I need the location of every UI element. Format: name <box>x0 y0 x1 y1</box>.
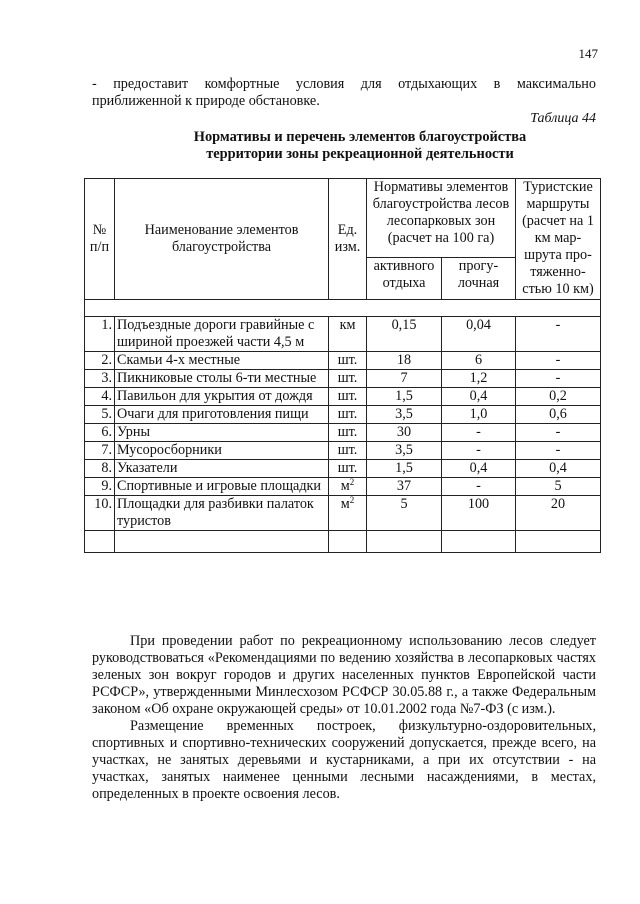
header-norms-group: Нормативы элементов благоустройства лесов лесопарковых зон (расчет на 100 га) <box>367 179 516 258</box>
row-number: 8. <box>85 460 115 478</box>
row-number: 10. <box>85 496 115 531</box>
row-walking: - <box>442 478 516 496</box>
row-number: 1. <box>85 317 115 352</box>
intro-text: - предоставит комфортные условия для отдыхающих в максимально приближенной к природе обстановке. <box>92 76 596 109</box>
row-unit: шт. <box>329 460 367 478</box>
empty-cell <box>115 531 329 553</box>
row-number: 6. <box>85 424 115 442</box>
row-tourist: - <box>516 352 601 370</box>
table-row <box>85 317 601 352</box>
header-unit: Ед. изм. <box>329 179 367 300</box>
spacer-cell <box>85 300 601 317</box>
empty-cell <box>367 531 442 553</box>
table-row <box>85 406 601 424</box>
row-name: Урны <box>115 424 329 442</box>
table-title-line-1: Нормативы и перечень элементов благоустройства <box>193 129 527 145</box>
row-tourist: 5 <box>516 478 601 496</box>
row-name: Скамьи 4-х местные <box>115 352 329 370</box>
page-number: 147 <box>578 46 598 61</box>
empty-cell <box>442 531 516 553</box>
row-unit: км <box>329 317 367 352</box>
norms-table <box>84 178 601 553</box>
spacer-row <box>85 300 601 317</box>
table-row <box>85 388 601 406</box>
row-active: 0,15 <box>367 317 442 352</box>
table-row <box>85 442 601 460</box>
row-name: Мусоросборники <box>115 442 329 460</box>
row-active: 3,5 <box>367 442 442 460</box>
row-tourist: 20 <box>516 496 601 531</box>
table-body <box>85 317 601 531</box>
row-active: 1,5 <box>367 388 442 406</box>
empty-cell <box>516 531 601 553</box>
row-active: 5 <box>367 496 442 531</box>
row-unit: шт. <box>329 406 367 424</box>
row-name: Указатели <box>115 460 329 478</box>
row-walking: 0,04 <box>442 317 516 352</box>
row-unit: шт. <box>329 370 367 388</box>
row-walking: 100 <box>442 496 516 531</box>
row-tourist: - <box>516 424 601 442</box>
unit-base: м <box>340 478 350 494</box>
row-number: 7. <box>85 442 115 460</box>
row-active: 7 <box>367 370 442 388</box>
row-walking: 1,2 <box>442 370 516 388</box>
table-title <box>100 129 620 163</box>
row-name: Пикниковые столы 6-ти местные <box>115 370 329 388</box>
header-tourist: Туристские маршруты (расчет на 1 км мар-шрута про-тяженно-стью 10 км) <box>516 179 601 300</box>
row-active: 37 <box>367 478 442 496</box>
header-walking: прогу-лочная <box>442 258 516 300</box>
table-row <box>85 496 601 531</box>
header-name: Наименование элементов благоустройства <box>115 179 329 300</box>
table-row <box>85 370 601 388</box>
header-num: № п/п <box>85 179 115 300</box>
row-number: 4. <box>85 388 115 406</box>
row-active: 30 <box>367 424 442 442</box>
row-tourist: - <box>516 442 601 460</box>
row-walking: 0,4 <box>442 388 516 406</box>
row-tourist: - <box>516 370 601 388</box>
row-number: 9. <box>85 478 115 496</box>
row-unit <box>329 478 367 496</box>
row-number: 5. <box>85 406 115 424</box>
unit-superscript: 2 <box>349 477 355 487</box>
row-tourist: 0,2 <box>516 388 601 406</box>
unit-superscript: 2 <box>349 495 355 505</box>
row-walking: 0,4 <box>442 460 516 478</box>
row-name: Спортивные и игровые площадки <box>115 478 329 496</box>
header-active: активного отдыха <box>367 258 442 300</box>
empty-cell <box>85 531 115 553</box>
row-name: Павильон для укрытия от дождя <box>115 388 329 406</box>
empty-cell <box>329 531 367 553</box>
row-unit: шт. <box>329 388 367 406</box>
row-tourist: 0,4 <box>516 460 601 478</box>
paragraph-2: Размещение временных построек, физкультурно-оздоровительных, спортивных и спортивно-технических сооружений допускается, прежде всего, на участках, не занятых деревьями и кустарниками, а при их отсутствии - на участках, занятых наименее ценными лесными насаждениями, в местах, определенных в проекте освоения лесов. <box>92 718 596 802</box>
row-name: Площадки для разбивки палаток туристов <box>115 496 329 531</box>
row-active: 1,5 <box>367 460 442 478</box>
intro-paragraph <box>92 76 596 110</box>
paragraph-1: При проведении работ по рекреационному использованию лесов следует руководствоваться «Рекомендациями по ведению хозяйства в лесопарковых частях зеленых зон вокруг городов и других населенных пунктов Европейской части РСФСР», утвержденными Минлесхозом РСФСР 30.05.88 г., а также Федеральным законом «Об охране окружающей среды» от 10.01.2002 года №7-ФЗ (с изм.). <box>92 633 596 717</box>
row-name: Подъездные дороги гравийные с шириной проезжей части 4,5 м <box>115 317 329 352</box>
row-walking: - <box>442 424 516 442</box>
row-active: 18 <box>367 352 442 370</box>
row-name: Очаги для приготовления пищи <box>115 406 329 424</box>
table-number: Таблица 44 <box>530 111 596 126</box>
row-walking: 6 <box>442 352 516 370</box>
body-text <box>92 633 596 803</box>
table-bottom-row <box>85 531 601 553</box>
table-title-line-2: территории зоны рекреационной деятельности <box>206 146 514 162</box>
unit-base: м <box>340 496 350 512</box>
row-unit: шт. <box>329 352 367 370</box>
row-tourist: - <box>516 317 601 352</box>
row-number: 3. <box>85 370 115 388</box>
row-unit: шт. <box>329 442 367 460</box>
row-unit: шт. <box>329 424 367 442</box>
row-active: 3,5 <box>367 406 442 424</box>
table-row <box>85 352 601 370</box>
row-tourist: 0,6 <box>516 406 601 424</box>
row-walking: 1,0 <box>442 406 516 424</box>
row-walking: - <box>442 442 516 460</box>
row-number: 2. <box>85 352 115 370</box>
table-row <box>85 460 601 478</box>
row-unit <box>329 496 367 531</box>
table-row <box>85 424 601 442</box>
table-row <box>85 478 601 496</box>
